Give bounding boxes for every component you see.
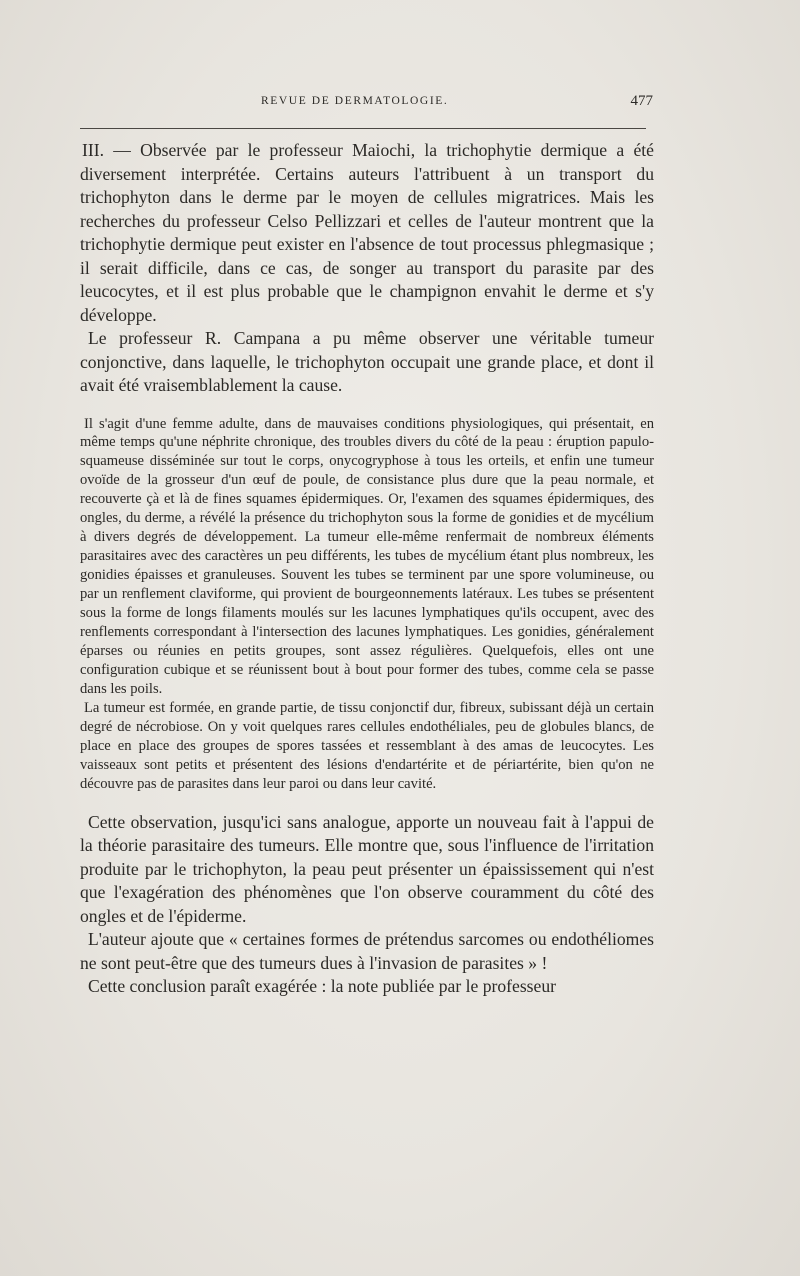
paragraph: III. — Observée par le professeur Maiochi, la trichophytie dermique a été diversement interprétée. Certains auteurs l'attribuent à un transport du trichophyton dans le derme par le moyen de cellules migratrices. Mais les recherches du professeur Celso Pellizzari et celles de l'auteur montrent que la trichophytie dermique peut exister en l'absence de tout processus phlegmasique ; il serait difficile, dans ce cas, de songer au transport du parasite par des leucocytes, et il est plus probable que le champignon envahit le derme et s'y développe. — [80, 140, 654, 325]
body-text — [80, 139, 654, 999]
paragraph: Cette observation, jusqu'ici sans analogue, apporte un nouveau fait à l'appui de la théorie parasitaire des tumeurs. Elle montre que, sous l'influence de l'irritation produite par le trichophyton, la peau peut présenter un épaississement qui n'est que l'exagération des phénomènes que l'on observe couramment du côté des ongles et de l'épiderme. — [80, 811, 654, 926]
paragraph: L'auteur ajoute que « certaines formes de prétendus sarcomes ou endothéliomes ne sont peut-être que des tumeurs dues à l'invasion de parasites » ! — [80, 929, 654, 973]
paragraph: La tumeur est formée, en grande partie, de tissu conjonctif dur, fibreux, subissant déjà un certain degré de nécrobiose. On y voit quelques rares cellules endothéliales, peu de globules blancs, de place en place des groupes de spores tassées et ressemblant à des amas de leucocytes. Les vaisseaux sont petits et présentent des lésions d'endartérite et de périartérite, bien qu'on ne découvre pas de parasites dans leur paroi ou dans leur cavité. — [80, 699, 654, 792]
section-two — [80, 811, 654, 999]
page-number: 477 — [630, 93, 653, 109]
paragraph: Cette conclusion paraît exagérée : la note publiée par le professeur — [88, 976, 556, 997]
section-one — [80, 139, 654, 398]
header-rule — [80, 128, 646, 129]
page-header — [81, 95, 653, 117]
case-report — [80, 415, 654, 794]
paragraph: Le professeur R. Campana a pu même observer une véritable tumeur conjonctive, dans laquelle, le trichophyton occupait une grande place, et dont il avait été vraisemblablement la cause. — [80, 328, 654, 395]
running-title: REVUE DE DERMATOLOGIE. — [261, 95, 449, 107]
paragraph: Il s'agit d'une femme adulte, dans de mauvaises conditions physiologiques, qui présentait, en même temps qu'une néphrite chronique, des troubles divers du côté de la peau : éruption papulo-squameuse disséminée sur tout le corps, onycogryphose à tous les orteils, et enfin une tumeur ovoïde de la grosseur d'un œuf de poule, de consistance plus dure que la peau normale, et recouverte çà et là de fines squames épidermiques. Or, l'examen des squames épidermiques, des ongles, du derme, a révélé la présence du trichophyton sous la forme de gonidies et de mycélium à divers degrés de développement. La tumeur elle-même renfermait de nombreux éléments parasitaires avec des caractères un peu différents, les tubes de mycélium étant plus nombreux, les gonidies épaisses et granuleuses. Souvent les tubes se terminent par une spore volumineuse, ou par un renflement claviforme, qui provient de bourgeonnements latéraux. Les tubes se présentent sous la forme de longs filaments moulés sur les lacunes lymphatiques qu'ils occupent, avec des renflements correspondant à l'intersection des lacunes lymphatiques. Les gonidies, généralement éparses ou réunies en petits groupes, sont assez régulières. Quelquefois, elles ont une configuration cubique et se réunissent bout à bout pour former des tubes, comme cela se passe dans les poils. — [80, 415, 654, 697]
